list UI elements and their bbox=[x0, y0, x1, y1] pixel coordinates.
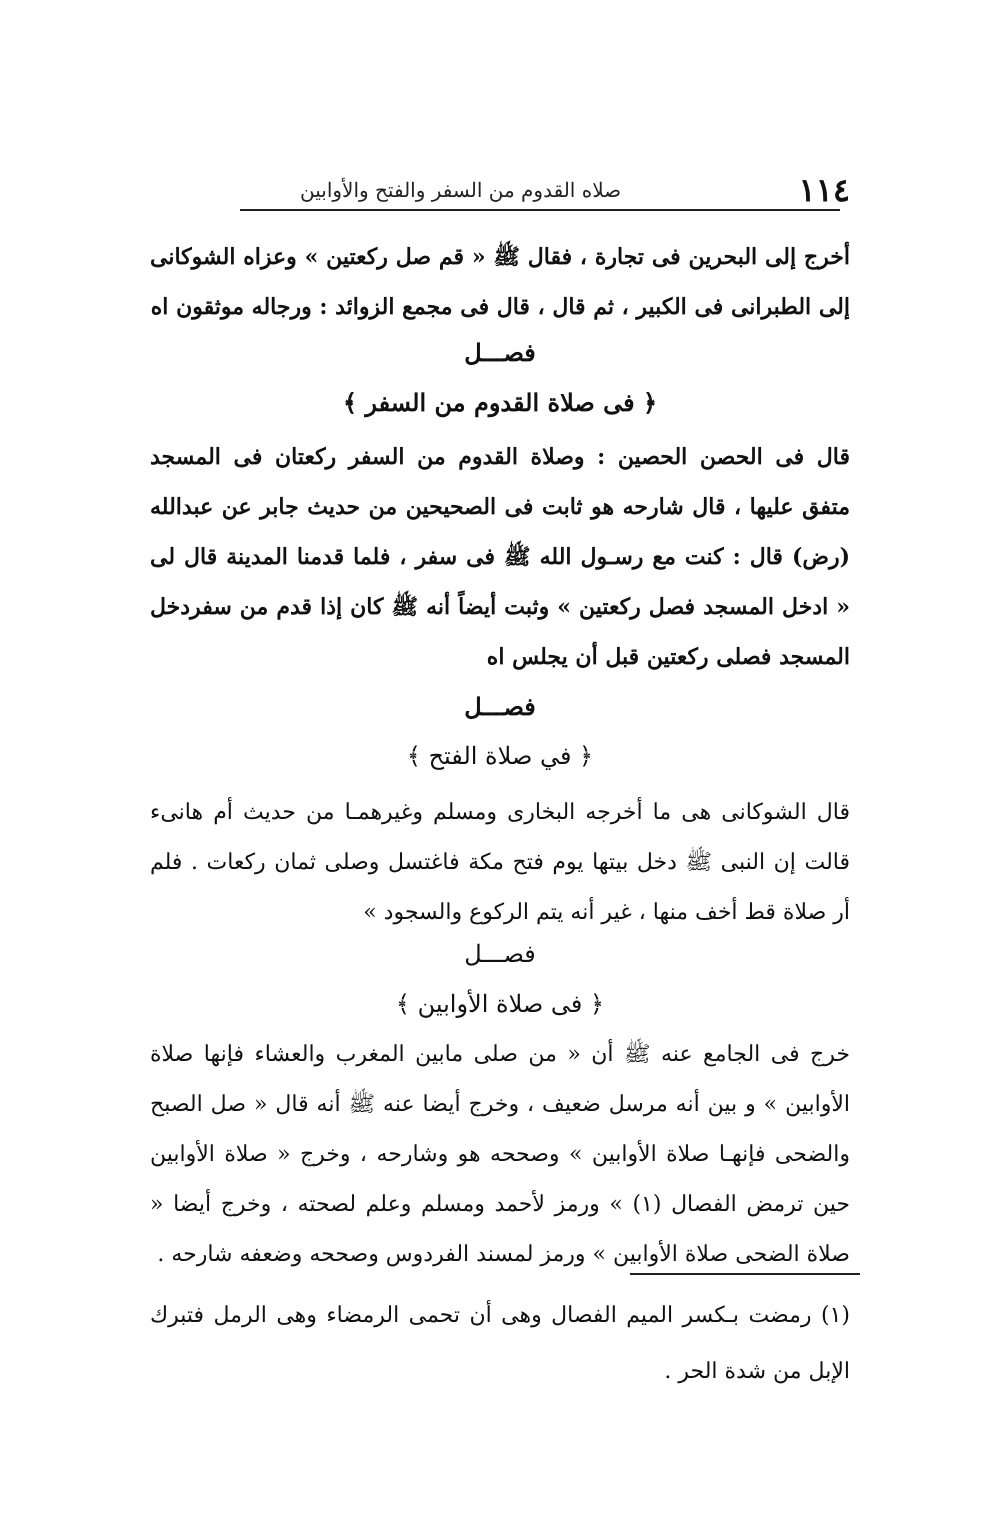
paragraph-continuation: أخرج إلى البحرين فى تجارة ، فقال ﷺ « قم صل ركعتين » وعزاه الشوكانى إلى الطبرانى فى الكبير ، ثم قال ، قال فى مجمع الزوائد : ورجاله موثقون اه bbox=[150, 244, 850, 320]
section-title-awwabin-prayer: ﴿ فى صلاة الأوابين ﴾ bbox=[395, 990, 605, 1018]
header-divider bbox=[240, 209, 840, 211]
section-label-3: فصـــل bbox=[464, 940, 536, 968]
section-label-1: فصـــل bbox=[464, 338, 536, 367]
page-number: ١١٤ bbox=[798, 171, 850, 209]
paragraph-arrival-prayer: قال فى الحصن الحصين : وصلاة القدوم من السفر ركعتان فى المسجد متفق عليها ، قال شارحه هو ثابت فى الصحيحين من حديث جابر عن عبدالله (رض) قال : كنت مع رسـول الله ﷺ فى سفر ، فلما قدمنا المدينة قال لى « ادخل المسجد فصل ركعتين » وثبت أيضاً أنه ﷺ كان إذا قدم من سفردخل المسجد فصلى ركعتين قبل أن يجلس اه bbox=[150, 444, 850, 670]
running-title: صلاه القدوم من السفر والفتح والأوابين bbox=[300, 178, 622, 202]
running-head bbox=[300, 168, 850, 212]
footnote-divider bbox=[630, 1273, 860, 1275]
section-title-arrival-prayer: ﴿ فى صلاة القدوم من السفر ﴾ bbox=[342, 388, 658, 417]
footnote: (١) رمضت بـكسر الميم الفصال وهى أن تحمى الرمضاء وهى الرمل فتبرك الإبل من شدة الحر . bbox=[150, 1303, 850, 1384]
section-title-conquest-prayer: ﴿ في صلاة الفتح ﴾ bbox=[406, 742, 594, 770]
paragraph-conquest-prayer: قال الشوكانى هى ما أخرجه البخارى ومسلم وغيرهمـا من حديث أم هانىء قالت إن النبى ﷺ دخل بيتها يوم فتح مكة فاغتسل وصلى ثمان ركعات . فلم أر صلاة قط أخف منها ، غير أنه يتم الركوع والسجود » bbox=[150, 800, 850, 925]
paragraph-awwabin-prayer: خرج فى الجامع عنه ﷺ أن « من صلى مابين المغرب والعشاء فإنها صلاة الأوابين » و بين أنه مرسل ضعيف ، وخرج أيضا عنه ﷺ أنه قال « صل الصبح والضحى فإنهـا صلاة الأوابين » وصححه هو وشارحه ، وخرج « صلاة الأوابين حين ترمض الفصال (١) » ورمز لأحمد ومسلم وعلم لصحته ، وخرج أيضا « صلاة الضحى صلاة الأوابين » ورمز لمسند الفردوس وصححه وضعفه شارحه . bbox=[150, 1042, 850, 1267]
section-label-2: فصـــل bbox=[464, 692, 536, 721]
